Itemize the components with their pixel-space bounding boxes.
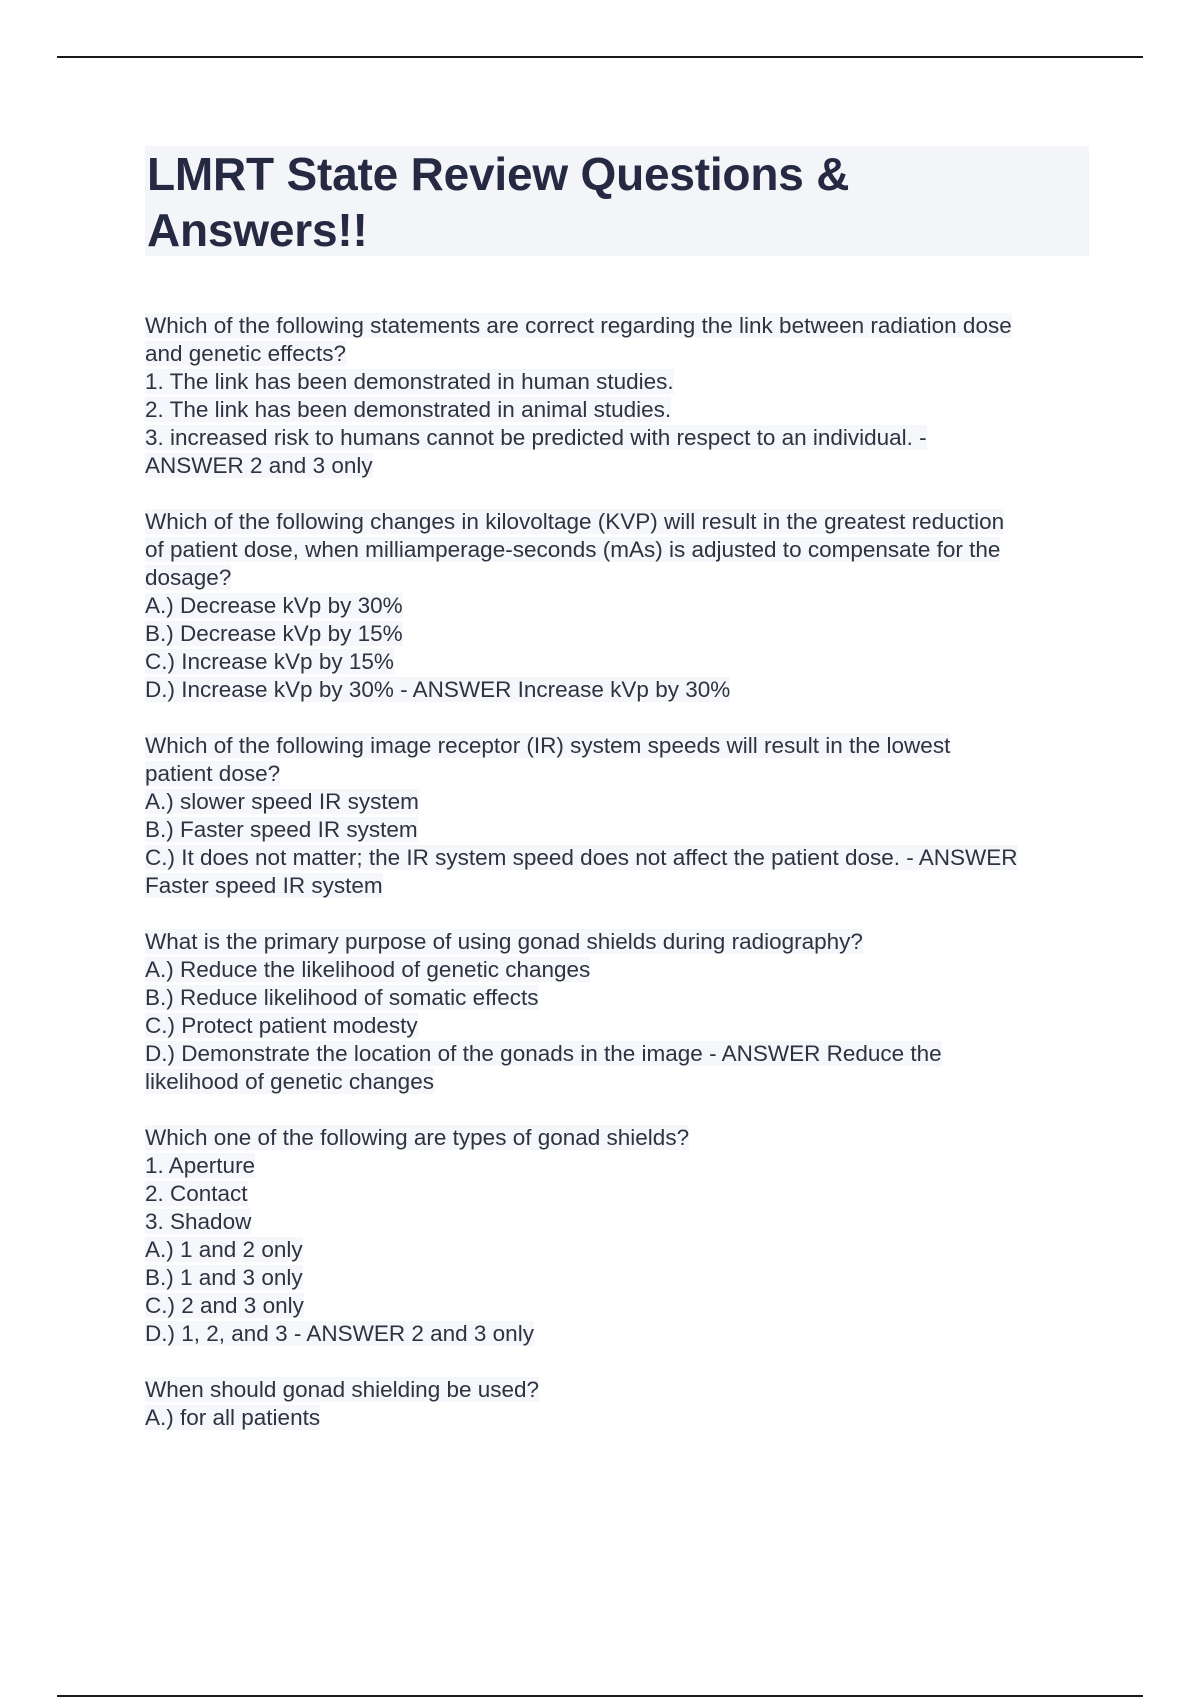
question-text: patient dose? — [145, 761, 281, 786]
question-text: 2. The link has been demonstrated in animal studies. — [145, 397, 672, 422]
question-text: A.) Decrease kVp by 30% — [145, 593, 403, 618]
question-text: of patient dose, when milliamperage-seconds (mAs) is adjusted to compensate for the — [145, 537, 1001, 562]
question-line — [145, 1208, 1089, 1236]
question-line — [145, 788, 1089, 816]
question-text: 2. Contact — [145, 1181, 248, 1206]
question-text: D.) Increase kVp by 30% - ANSWER Increase kVp by 30% — [145, 677, 731, 702]
question-text: B.) 1 and 3 only — [145, 1265, 303, 1290]
question-line — [145, 732, 1089, 760]
question-line — [145, 1404, 1089, 1432]
question-line — [145, 760, 1089, 788]
question-text: likelihood of genetic changes — [145, 1069, 434, 1094]
question-text: C.) 2 and 3 only — [145, 1293, 304, 1318]
question-text: D.) Demonstrate the location of the gonads in the image - ANSWER Reduce the — [145, 1041, 942, 1066]
question-line — [145, 424, 1089, 452]
question-line — [145, 564, 1089, 592]
question-line — [145, 816, 1089, 844]
title-block — [145, 146, 1089, 256]
question-line — [145, 648, 1089, 676]
question-text: When should gonad shielding be used? — [145, 1377, 540, 1402]
question-text: Which of the following statements are correct regarding the link between radiation dose — [145, 313, 1012, 338]
question-line — [145, 1292, 1089, 1320]
question-line — [145, 620, 1089, 648]
question-text: C.) Increase kVp by 15% — [145, 649, 394, 674]
question-text: 3. Shadow — [145, 1209, 252, 1234]
question-text: What is the primary purpose of using gonad shields during radiography? — [145, 929, 863, 954]
header-rule — [57, 56, 1143, 58]
question-block — [145, 508, 1089, 704]
question-line — [145, 928, 1089, 956]
question-text: B.) Faster speed IR system — [145, 817, 418, 842]
question-text: A.) slower speed IR system — [145, 789, 419, 814]
question-text: Which of the following image receptor (IR) system speeds will result in the lowest — [145, 733, 951, 758]
question-block — [145, 1376, 1089, 1432]
question-text: dosage? — [145, 565, 232, 590]
question-line — [145, 676, 1089, 704]
question-text: C.) Protect patient modesty — [145, 1013, 418, 1038]
question-line — [145, 536, 1089, 564]
question-text: and genetic effects? — [145, 341, 346, 366]
title-line: LMRT State Review Questions & — [147, 148, 850, 200]
question-line — [145, 844, 1089, 872]
question-line — [145, 1012, 1089, 1040]
question-line — [145, 1320, 1089, 1348]
question-line — [145, 1236, 1089, 1264]
question-text: 1. Aperture — [145, 1153, 256, 1178]
question-block — [145, 312, 1089, 480]
question-line — [145, 872, 1089, 900]
question-line — [145, 340, 1089, 368]
question-text: 3. increased risk to humans cannot be predicted with respect to an individual. - — [145, 425, 927, 450]
question-text: A.) 1 and 2 only — [145, 1237, 303, 1262]
question-block — [145, 928, 1089, 1096]
question-text: B.) Decrease kVp by 15% — [145, 621, 403, 646]
page-title — [147, 146, 1089, 258]
question-text: Faster speed IR system — [145, 873, 383, 898]
question-line — [145, 1264, 1089, 1292]
question-text: Which one of the following are types of gonad shields? — [145, 1125, 690, 1150]
question-text: B.) Reduce likelihood of somatic effects — [145, 985, 539, 1010]
question-line — [145, 1124, 1089, 1152]
question-line — [145, 368, 1089, 396]
question-line — [145, 956, 1089, 984]
question-line — [145, 592, 1089, 620]
question-line — [145, 508, 1089, 536]
question-line — [145, 1068, 1089, 1096]
question-block — [145, 732, 1089, 900]
question-line — [145, 1180, 1089, 1208]
question-text: A.) Reduce the likelihood of genetic changes — [145, 957, 591, 982]
question-line — [145, 396, 1089, 424]
question-text: A.) for all patients — [145, 1405, 321, 1430]
question-text: D.) 1, 2, and 3 - ANSWER 2 and 3 only — [145, 1321, 534, 1346]
question-line — [145, 452, 1089, 480]
title-line: Answers!! — [147, 204, 368, 256]
question-list — [145, 312, 1089, 1460]
question-text: Which of the following changes in kilovoltage (KVP) will result in the greatest reduction — [145, 509, 1005, 534]
question-text: ANSWER 2 and 3 only — [145, 453, 373, 478]
question-text: C.) It does not matter; the IR system speed does not affect the patient dose. - ANSWER — [145, 845, 1018, 870]
question-line — [145, 984, 1089, 1012]
question-block — [145, 1124, 1089, 1348]
question-line — [145, 312, 1089, 340]
question-text: 1. The link has been demonstrated in human studies. — [145, 369, 674, 394]
footer-rule — [57, 1695, 1143, 1697]
question-line — [145, 1040, 1089, 1068]
question-line — [145, 1376, 1089, 1404]
question-line — [145, 1152, 1089, 1180]
